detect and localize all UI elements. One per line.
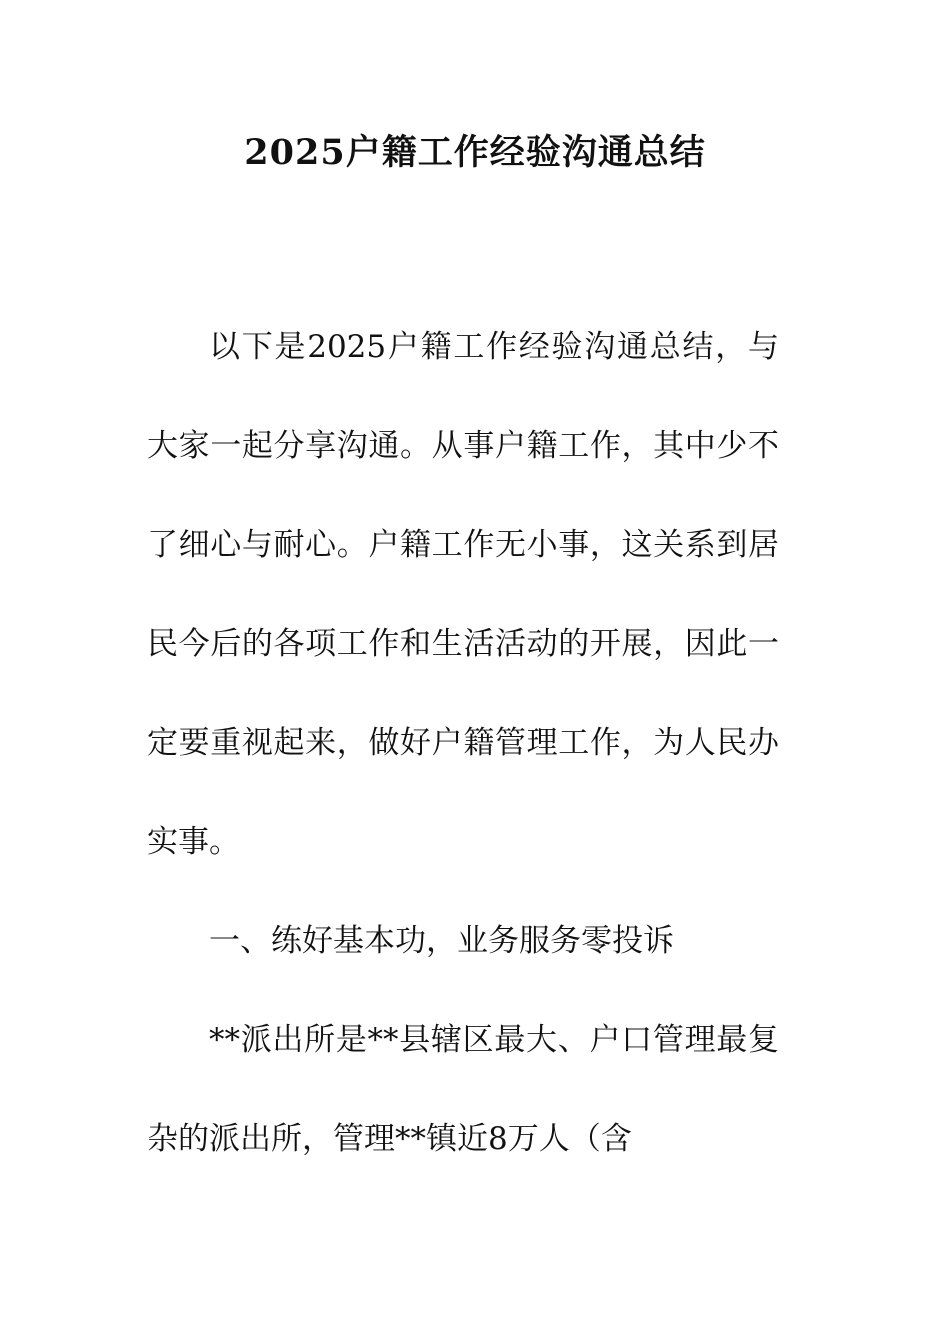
section-heading-1: 一、练好基本功，业务服务零投诉 (209, 923, 674, 959)
document-body (147, 298, 779, 1189)
document-title: 2025户籍工作经验沟通总结 (244, 132, 706, 173)
section-1-paragraph: **派出所是**县辖区最大、户口管理最复杂的派出所，管理**镇近8万人（含 (147, 1022, 779, 1157)
intro-paragraph: 以下是2025户籍工作经验沟通总结，与大家一起分享沟通。从事户籍工作，其中少不了细心与耐心。户籍工作无小事，这关系到居民今后的各项工作和生活活动的开展，因此一定要重视起来，做好户籍管理工作，为人民办实事。 (147, 329, 779, 860)
